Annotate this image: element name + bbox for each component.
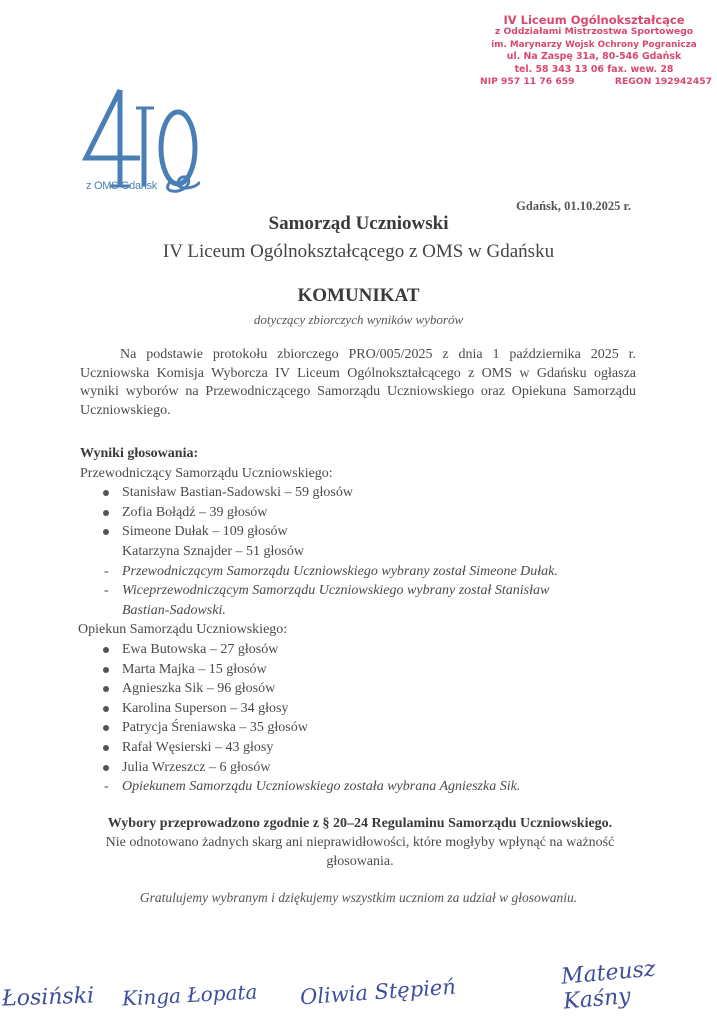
stamp-line: im. Marynarzy Wojsk Ochrony Pogranicza	[491, 39, 697, 50]
bullet-icon	[103, 529, 109, 535]
list-item	[80, 758, 640, 778]
list-item: Katarzyna Sznajder – 51 głosów	[122, 543, 304, 559]
list-item	[80, 699, 640, 719]
stamp-line: ul. Na Zaspę 31a, 80-546 Gdańsk	[506, 51, 682, 63]
outcome-item: - Wiceprzewodniczącym Samorządu Uczniowskiego wybrany został Stanisław Bastian-Sadowski.	[104, 583, 550, 618]
candidate-result: Rafał Węsierski – 43 głosy	[122, 739, 274, 755]
signature: Kinga Łopata	[121, 979, 258, 1011]
candidate-result: Marta Majka – 15 głosów	[122, 661, 267, 677]
outcome-text: Opiekunem Samorządu Uczniowskiego została wybrana Agnieszka Sik.	[122, 779, 521, 795]
list-item	[80, 522, 640, 542]
president-label: Przewodniczący Samorządu Uczniowskiego:	[80, 465, 333, 481]
stamp-line: tel. 58 343 13 06 fax. wew. 28	[514, 63, 674, 75]
bullet-icon	[103, 647, 109, 653]
candidate-result: Julia Wrzeszcz – 6 głosów	[122, 759, 271, 775]
bullet-icon	[103, 686, 109, 692]
bullet-icon	[103, 725, 109, 731]
candidate-result: Zofia Bołądź – 39 głosów	[122, 504, 268, 520]
outcome-text: Przewodniczącym Samorządu Uczniowskiego wybrany został Simeone Dułak.	[122, 563, 558, 579]
complaints-note: Nie odnotowano żadnych skarg ani nieprawidłowości, które mogłyby wpłynąć na ważność głosowania.	[105, 835, 615, 869]
list-item	[80, 640, 640, 660]
document-type: KOMUNIKAT	[297, 285, 420, 306]
candidate-result: Ewa Butowska – 27 głosów	[122, 641, 279, 657]
guardian-label: Opiekun Samorządu Uczniowskiego:	[78, 622, 288, 638]
candidate-result: Agnieszka Sik – 96 głosów	[122, 681, 276, 697]
list-item	[80, 679, 640, 699]
stamp-nip: NIP 957 11 76 659	[480, 76, 575, 88]
document-date: Gdańsk, 01.10.2025 r.	[516, 199, 631, 213]
school-name: IV Liceum Ogólnokształcącego z OMS w Gdańsku	[162, 241, 555, 262]
outcome-item: - Przewodniczącym Samorządu Uczniowskiego wybrany został Simeone Dułak.	[104, 563, 558, 579]
school-stamp	[476, 14, 712, 88]
logo-subtitle: z OMS Gdańsk	[86, 180, 157, 192]
closing-section	[80, 814, 640, 871]
bullet-icon	[103, 510, 109, 516]
signature: Oliwia Stępień	[299, 974, 457, 1010]
thanks-note: Gratulujemy wybranym i dziękujemy wszystkim uczniom za udział w głosowaniu.	[139, 890, 578, 905]
bullet-icon	[103, 745, 109, 751]
voting-results	[80, 444, 640, 797]
list-item	[80, 483, 640, 503]
list-item	[80, 503, 640, 523]
page-title: Samorząd Uczniowski	[268, 213, 449, 234]
list-item	[80, 718, 640, 738]
candidate-result: Stanisław Bastian-Sadowski – 59 głosów	[122, 485, 353, 501]
intro-paragraph: Na podstawie protokołu zbiorczego PRO/005/2025 z dnia 1 października 2025 r. Uczniowska Komisja Wyborcza IV Liceum Ogólnokształcącego z OMS w Gdańsku ogłasza wyniki wyborów na Przewodniczącego Samorządu Uczniowskiego oraz Opiekuna Samorządu Uczniowskiego.	[80, 347, 636, 418]
bullet-icon	[103, 667, 109, 673]
candidate-result: Patrycja Śreniawska – 35 głosów	[122, 720, 308, 736]
document-subtitle: dotyczący zbiorczych wyników wyborów	[253, 312, 464, 327]
results-heading: Wyniki głosowania:	[80, 446, 199, 461]
bullet-icon	[103, 490, 109, 496]
stamp-regon: REGON 192942457	[614, 76, 712, 88]
regulation-note: Wybory przeprowadzono zgodnie z § 20–24 Regulaminu Samorządu Uczniowskiego.	[107, 816, 613, 831]
list-item	[80, 738, 640, 758]
list-item	[80, 660, 640, 680]
signature: Łosiński	[1, 983, 95, 1012]
candidate-result: Simeone Dułak – 109 głosów	[122, 524, 288, 540]
bullet-icon	[103, 706, 109, 712]
stamp-line: z Oddziałami Mistrzostwa Sportowego	[494, 26, 694, 38]
bullet-icon	[103, 765, 109, 771]
signature: Mateusz Kaśny	[560, 956, 657, 1015]
outcome-text: Wiceprzewodniczącym Samorządu Uczniowskiego wybrany został Stanisław Bastian-Sadowski.	[122, 583, 550, 618]
outcome-item: - Opiekunem Samorządu Uczniowskiego została wybrana Agnieszka Sik.	[104, 779, 521, 795]
candidate-result: Karolina Superson – 34 głosy	[122, 700, 289, 716]
stamp-ids	[476, 76, 712, 88]
stamp-line: IV Liceum Ogólnokształcące	[503, 13, 685, 27]
